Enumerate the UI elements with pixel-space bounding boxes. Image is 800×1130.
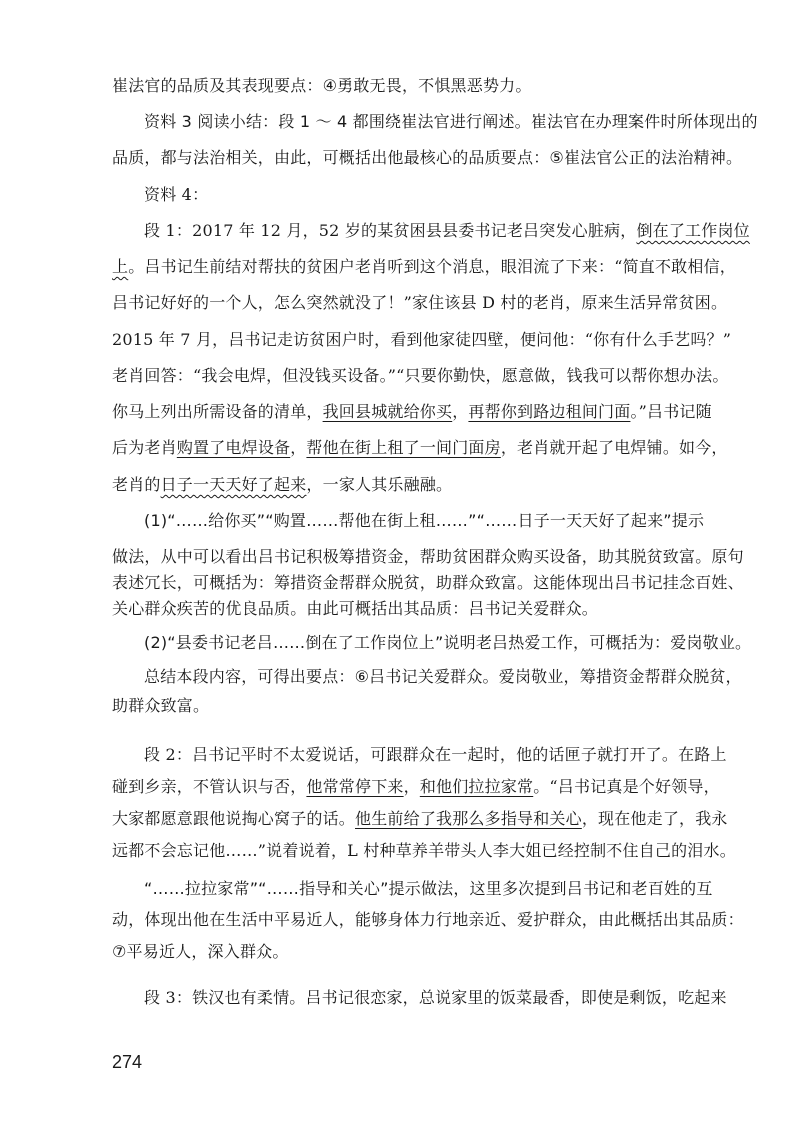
text-segment: “……拉拉家常”“……指导和关心”提示做法，这里多次提到吕书记和老百姓的互: [144, 879, 713, 898]
text-line: [112, 571, 744, 595]
text-segment: ，现在他走了，我永: [581, 809, 728, 828]
underlined-text: 再帮你到路边租间门面: [468, 402, 631, 421]
text-segment: 大家都愿意跟他说掏心窝子的话。: [112, 809, 356, 828]
text-segment: 老肖的: [112, 475, 161, 494]
text-line: [112, 807, 728, 831]
text-segment: 段 3：铁汉也有柔情。吕书记很恋家，总说家里的饭菜最香，即使是剩饭，吃起来: [144, 988, 727, 1007]
text-segment: 总结本段内容，可得出要点：⑥吕书记关爱群众。爱岗敬业，筹措资金帮群众脱贫，: [144, 667, 742, 686]
text-segment: 老肖回答：“我会电焊，但没钱买设备。”“只要你勤快，愿意做，钱我可以帮你想办法。: [112, 366, 729, 385]
text-segment: 做法，从中可以看出吕书记积极筹措资金，帮助贫困群众购买设备，助其脱贫致富。原句: [112, 547, 744, 566]
text-segment: (1)“……给你买”“购置……帮他在街上租……”“……日子一天天好了起来”提示: [144, 511, 705, 530]
text-segment: 品质，都与法治相关，由此，可概括出他最核心的品质要点：⑤崔法官公正的法治精神。: [112, 148, 743, 167]
text-line: [112, 255, 736, 279]
text-segment: 碰到乡亲，不管认识与否，: [112, 777, 307, 796]
text-segment: 远都不会忘记他……”说着说着，L 村种草养羊带头人李大姐已经控制不住自己的泪水。: [112, 841, 736, 860]
text-line: [112, 775, 720, 799]
text-segment: ，老肖就开起了电焊铺。如今，: [500, 438, 728, 457]
text-line: [144, 877, 713, 901]
text-line: [112, 364, 729, 388]
text-segment: (2)“县委书记老吕……倒在了工作岗位上”说明老吕热爱工作，可概括为：爱岗敬业。: [144, 633, 752, 652]
text-line: [144, 509, 710, 533]
text-segment: ⑦平易近人，深入群众。: [112, 942, 289, 961]
underlined-text: 他生前给了我那么多指导和关心: [355, 809, 582, 828]
text-line: [112, 436, 728, 460]
text-segment: 后为老肖: [112, 438, 177, 457]
text-segment: 助群众致富。: [112, 696, 210, 715]
text-line: [112, 291, 728, 315]
wavy-underlined-text: 日子一天天好了起来: [160, 475, 307, 494]
text-line: [144, 631, 752, 655]
text-segment: 。“吕书记真是个好领导，: [533, 777, 720, 796]
page-number: 274: [112, 1052, 143, 1072]
text-line: [144, 743, 727, 767]
text-segment: 崔法官的品质及其表现要点：④勇敢无畏，不惧黑恶势力。: [112, 76, 532, 95]
text-segment: 动，体现出他在生活中平易近人，能够身体力行地亲近、爱护群众，由此概括出其品质：: [112, 910, 744, 929]
text-line: [144, 665, 742, 689]
text-line: [112, 839, 736, 863]
text-line: [112, 940, 710, 964]
text-segment: 2015 年 7 月，吕书记走访贫困户时，看到他家徒四壁，便问他：“你有什么手艺吗？”: [112, 330, 732, 349]
text-segment: 资料 3 阅读小结：段 1 ～ 4 都围绕崔法官进行阐述。崔法官在办理案件时所体现出的: [144, 112, 758, 131]
underlined-text: 和他们拉拉家常: [419, 777, 534, 796]
text-line: [112, 74, 710, 98]
underlined-text: 他常常停下来: [306, 777, 404, 796]
wavy-underlined-text: 倒在了工作岗位: [636, 221, 750, 240]
text-line: [112, 400, 710, 424]
text-line: [112, 146, 743, 170]
text-segment: 吕书记好好的一个人，怎么突然就没了！”家住该县 D 村的老肖，原来生活异常贫困。: [112, 293, 728, 312]
text-line: [144, 110, 758, 134]
underlined-text: 帮他在街上租了一间门面房: [306, 438, 501, 457]
text-segment: ，: [452, 402, 469, 421]
text-segment: 表述冗长，可概括为：筹措资金帮群众脱贫，助群众致富。这能体现出吕书记挂念百姓、: [112, 573, 744, 592]
text-line: [112, 694, 710, 718]
text-line: [112, 597, 710, 621]
text-line: [112, 908, 744, 932]
text-line: [144, 986, 727, 1010]
text-line: [112, 328, 732, 352]
wavy-underlined-text: 上: [112, 257, 129, 276]
text-line: [144, 219, 750, 243]
text-line: [144, 183, 710, 207]
text-segment: 段 1：2017 年 12 月，52 岁的某贫困县县委书记老吕突发心脏病，: [144, 221, 637, 240]
underlined-text: 购置了电焊设备: [176, 438, 291, 457]
text-segment: 段 2：吕书记平时不太爱说话，可跟群众在一起时，他的话匣子就打开了。在路上: [144, 745, 727, 764]
text-line: [112, 473, 710, 497]
text-line: [112, 545, 744, 569]
text-segment: 资料 4：: [144, 185, 209, 204]
text-segment: ，: [290, 438, 307, 457]
text-segment: 。”吕书记随: [630, 402, 712, 421]
text-segment: ，: [403, 777, 420, 796]
text-segment: 。吕书记生前结对帮扶的贫困户老肖听到这个消息，眼泪流了下来：“简直不敢相信，: [128, 257, 736, 276]
underlined-text: 我回县城就给你买: [322, 402, 453, 421]
text-segment: ，一家人其乐融融。: [306, 475, 453, 494]
text-segment: 你马上列出所需设备的清单，: [112, 402, 323, 421]
text-segment: 关心群众疾苦的优良品质。由此可概括出其品质：吕书记关爱群众。: [112, 599, 599, 618]
